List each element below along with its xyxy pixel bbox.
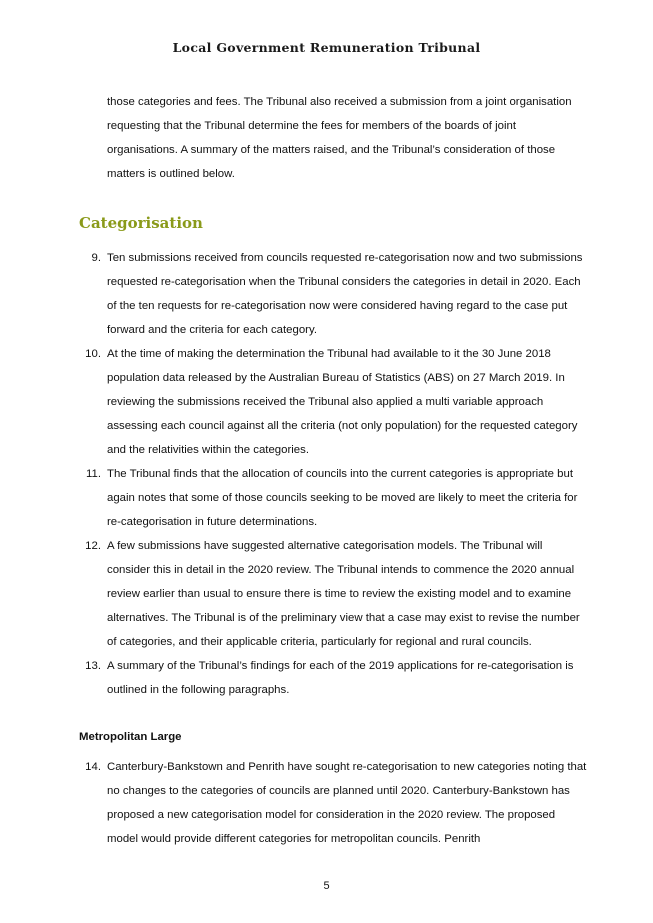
numbered-list [79, 246, 587, 702]
subsection-heading-metropolitan-large: Metropolitan Large [79, 731, 182, 743]
list-item-number: 10. [85, 348, 101, 360]
list-item [79, 342, 587, 462]
page-header-title: Local Government Remuneration Tribunal [172, 40, 481, 55]
list-item-text: The Tribunal finds that the allocation of councils into the current categories is appropriate but again notes that some of those councils seeking to be moved are likely to meet the criteria for re-categorisation in future determinations. [107, 468, 578, 528]
list-item-text: A summary of the Tribunal’s findings for each of the 2019 applications for re-categorisation is outlined in the following paragraphs. [107, 660, 574, 696]
intro-paragraph: those categories and fees. The Tribunal also received a submission from a joint organisation requesting that the Tribunal determine the fees for members of the boards of joint organisations. A summary of the matters raised, and the Tribunal’s consideration of those matters is outlined below. [107, 96, 572, 180]
list-item [79, 246, 587, 342]
list-item [79, 462, 587, 534]
list-item-text: Canterbury-Bankstown and Penrith have sought re-categorisation to new categories noting that no changes to the categories of councils are planned until 2020. Canterbury-Bankstown has proposed a new categorisation model for consideration in the 2020 review. The proposed model would provide different categories for metropolitan councils. Penrith [107, 761, 587, 845]
list-item-number: 13. [85, 660, 101, 672]
list-item-number: 12. [85, 540, 101, 552]
section-heading-categorisation: Categorisation [79, 214, 203, 232]
page-number: 5 [323, 880, 330, 892]
list-item-text: A few submissions have suggested alternative categorisation models. The Tribunal will consider this in detail in the 2020 review. The Tribunal intends to commence the 2020 annual review earlier than usual to ensure there is time to review the existing model and to examine alternatives. The Tribunal is of the preliminary view that a case may exist to revise the number of categories, and their applicable criteria, particularly for regional and rural councils. [107, 540, 580, 648]
list-item-text: Ten submissions received from councils requested re-categorisation now and two submissions requested re-categorisation when the Tribunal considers the categories in detail in 2020. Each of the ten requests for re-categorisation now were considered having regard to the case put forward and the criteria for each category. [107, 252, 583, 336]
list-item-number: 14. [85, 761, 101, 773]
numbered-list [79, 755, 587, 851]
list-item-number: 9. [91, 252, 101, 264]
list-item [79, 755, 587, 851]
list-item-text: At the time of making the determination the Tribunal had available to it the 30 June 2018 population data released by the Australian Bureau of Statistics (ABS) on 27 March 2019. In reviewing the submissions received the Tribunal also applied a multi variable approach assessing each council against all the criteria (not only population) for the requested category and the relativities within the categories. [107, 348, 578, 456]
list-item [79, 534, 587, 654]
list-item [79, 654, 587, 702]
list-item-number: 11. [86, 468, 101, 480]
